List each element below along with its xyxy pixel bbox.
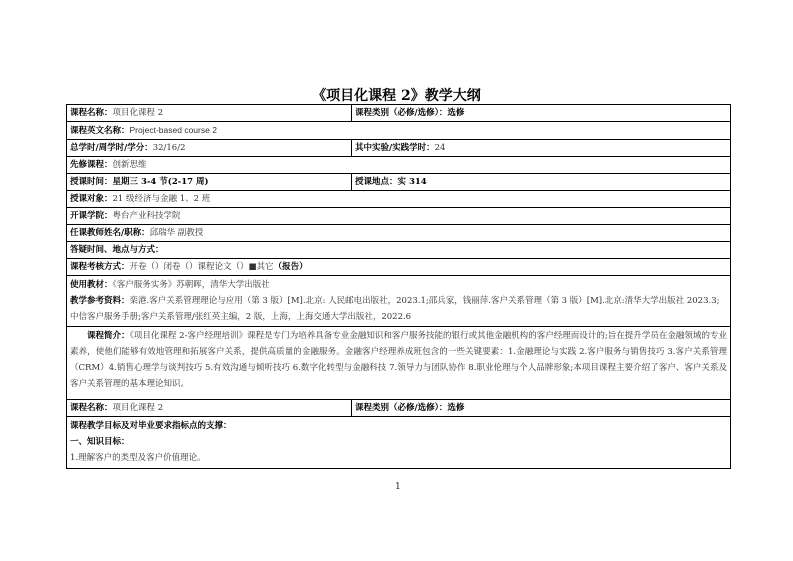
lab-hours: 24 bbox=[434, 143, 446, 153]
label: 课程考核方式： bbox=[70, 262, 130, 272]
label: 答疑时间、地点与方式： bbox=[70, 245, 164, 255]
exam-method: 开卷（）闭卷（）课程论文（）■其它 bbox=[129, 262, 274, 272]
label: 教学参考资料： bbox=[70, 296, 130, 306]
references: 栾港.客户关系管理理论与应用（第 3 版）[M].北京: 人民邮电出版社，2023.1;邵兵家，钱丽萍.客户关系管理（第 3 版）[M].北京:清华大学出版社 2023.3;中信客户服务手册;客户关系管理/张红英主编，2 版，上海，上海交通大学出版社，2022.6 bbox=[70, 296, 720, 322]
label: 课程名称： bbox=[70, 403, 113, 413]
hours: 32/16/2 bbox=[152, 143, 186, 153]
course-category: 选修 bbox=[447, 403, 465, 413]
table-row bbox=[67, 417, 730, 469]
label: 课程类别（必修/选修）： bbox=[355, 108, 448, 118]
table-row bbox=[67, 225, 730, 242]
table-row bbox=[67, 191, 730, 208]
table-row bbox=[67, 242, 730, 259]
knowledge-heading: 一、知识目标： bbox=[70, 437, 130, 447]
table-row bbox=[67, 174, 730, 191]
course-intro: 《项目化课程 2-客户经理培训》课程是专门为培养具备专业金融知识和客户服务技能的银行或其他金融机构的客户经理而设计的;旨在提升学员在金融领域的专业素养，使他们能够有效地管理和拓展客户关系，提供高质量的金融服务。金融客户经理养成班包含的一些关键要素：1.金融理论与实践 2.客户服务与销售技巧 3.客户关系管理（CRM）4.销售心理学与谈判技巧 5.有效沟通与倾听技巧 6.数字化转型与金融科技 7.领导力与团队协作 8.职业伦理与个人品牌形象;本项目课程主要介绍了客户、客户关系及客户关系管理的基本理论知识。 bbox=[70, 331, 727, 389]
course-name: 项目化课程 2 bbox=[112, 108, 164, 118]
label: 任课教师姓名/职称： bbox=[70, 228, 150, 238]
table-row bbox=[67, 105, 730, 122]
page-title: 《项目化课程 2》教学大纲 bbox=[312, 88, 481, 104]
course-category: 选修 bbox=[447, 108, 465, 118]
label: 先修课程： bbox=[70, 160, 113, 170]
college: 粤台产业科技学院 bbox=[112, 211, 181, 221]
teacher: 邱瑞华 副教授 bbox=[149, 228, 204, 238]
table-row bbox=[67, 259, 730, 276]
target: 21 级经济与金融 1、2 班 bbox=[112, 194, 211, 204]
class-time: 星期三 3-4 节(2-17 周) bbox=[112, 177, 209, 187]
label: 总学时/周学时/学分： bbox=[70, 143, 153, 153]
goals-heading: 课程教学目标及对毕业要求指标点的支撑： bbox=[70, 421, 232, 431]
label: 课程名称： bbox=[70, 108, 113, 118]
label: 课程简介： bbox=[87, 331, 130, 341]
prerequisite: 创新思维 bbox=[112, 160, 147, 170]
textbook: 《客户服务实务》苏朝晖，清华大学出版社 bbox=[112, 280, 270, 290]
label: 授课对象： bbox=[70, 194, 113, 204]
label: 授课地点： bbox=[355, 177, 398, 187]
syllabus-table bbox=[66, 104, 731, 469]
course-name: 项目化课程 2 bbox=[112, 403, 164, 413]
table-row bbox=[67, 400, 730, 417]
label: 课程类别（必修/选修）： bbox=[355, 403, 448, 413]
exam-other: （报告） bbox=[273, 262, 308, 272]
table-row bbox=[67, 208, 730, 225]
table-row bbox=[67, 327, 730, 400]
class-place: 实 314 bbox=[397, 177, 427, 187]
label: 课程英文名称： bbox=[70, 126, 130, 136]
table-row bbox=[67, 276, 730, 327]
knowledge-item: 1.理解客户的类型及客户价值理论。 bbox=[70, 453, 206, 463]
table-row bbox=[67, 122, 730, 140]
table-row bbox=[67, 140, 730, 157]
label: 开课学院： bbox=[70, 211, 113, 221]
english-name: Project-based course 2 bbox=[129, 125, 217, 135]
page-number: 1 bbox=[395, 482, 401, 492]
label: 使用教材： bbox=[70, 280, 113, 290]
table-row bbox=[67, 157, 730, 174]
label: 其中实验/实践学时： bbox=[355, 143, 435, 153]
label: 授课时间： bbox=[70, 177, 113, 187]
